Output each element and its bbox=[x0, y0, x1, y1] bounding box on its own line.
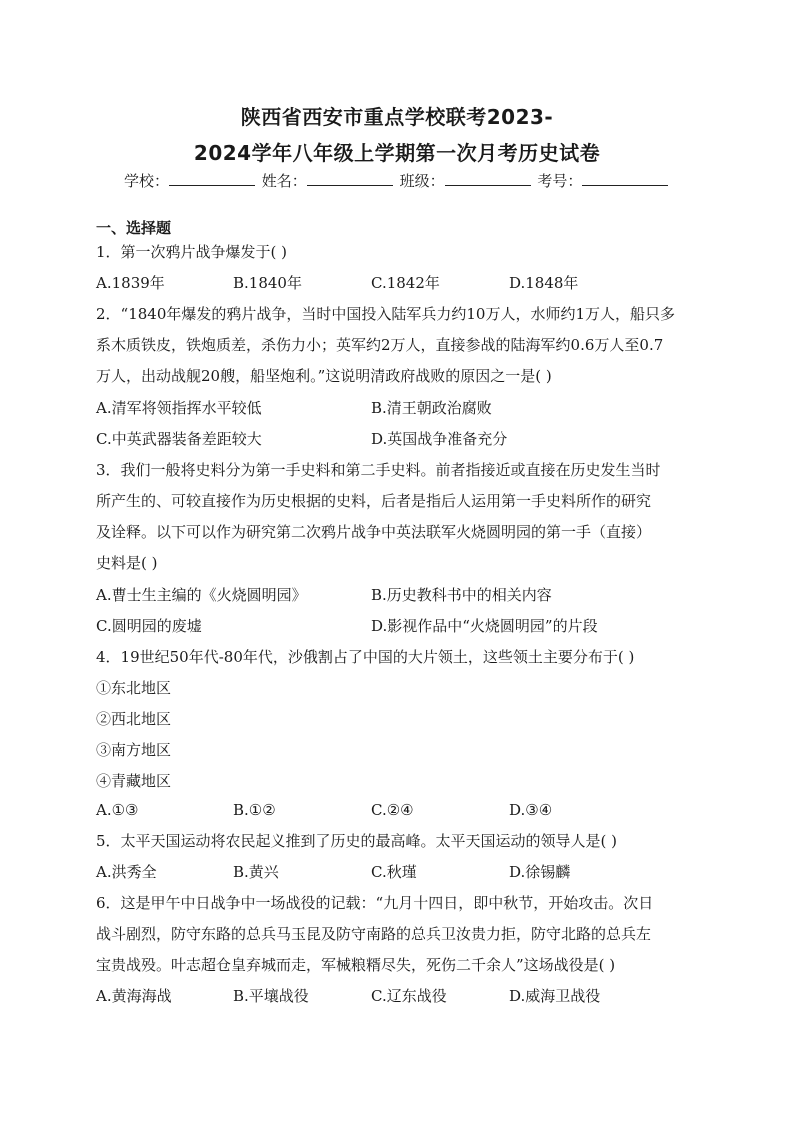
q5-option-a[interactable]: A.洪秀全 bbox=[96, 863, 157, 881]
question-2-stem-line-3: 万人，出动战舰20艘，船坚炮利。”这说明清政府战败的原因之一是( ) bbox=[96, 367, 552, 385]
q4-option-b[interactable]: B.①② bbox=[233, 801, 276, 819]
q1-option-c[interactable]: C.1842年 bbox=[371, 274, 440, 292]
q4-option-d[interactable]: D.③④ bbox=[509, 801, 553, 819]
q5-option-c[interactable]: C.秋瑾 bbox=[371, 863, 417, 881]
q3-option-b[interactable]: B.历史教科书中的相关内容 bbox=[371, 586, 552, 604]
class-label: 班级： bbox=[399, 172, 445, 190]
q1-option-a[interactable]: A.1839年 bbox=[96, 274, 165, 292]
section-title: 一、选择题 bbox=[96, 219, 172, 237]
exam-number-label: 考号： bbox=[537, 172, 583, 190]
exam-title-line-1: 陕西省西安市重点学校联考2023- bbox=[240, 105, 554, 129]
question-3-stem-line-2: 所产生的、可较直接作为历史根据的史料，后者是指后人运用第一手史料所作的研究 bbox=[96, 492, 652, 510]
q1-option-b[interactable]: B.1840年 bbox=[233, 274, 302, 292]
q5-option-d[interactable]: D.徐锡麟 bbox=[509, 863, 571, 881]
q6-option-a[interactable]: A.黄海海战 bbox=[96, 987, 172, 1005]
exam-title-line-2: 2024学年八年级上学期第一次月考历史试卷 bbox=[193, 141, 601, 165]
student-info-row bbox=[124, 170, 670, 191]
school-blank[interactable] bbox=[169, 171, 255, 186]
q4-item-4: ④青藏地区 bbox=[96, 772, 172, 790]
q6-option-d[interactable]: D.威海卫战役 bbox=[509, 987, 601, 1005]
q4-option-c[interactable]: C.②④ bbox=[371, 801, 414, 819]
question-5-stem: 5．太平天国运动将农民起义推到了历史的最高峰。太平天国运动的领导人是( ) bbox=[96, 832, 618, 850]
exam-number-blank[interactable] bbox=[582, 171, 668, 186]
q5-option-b[interactable]: B.黄兴 bbox=[233, 863, 279, 881]
question-2-stem-line-2: 系木质铁皮，铁炮质差，杀伤力小；英军约2万人，直接参战的陆海军约0.6万人至0.7 bbox=[96, 336, 664, 354]
q6-option-b[interactable]: B.平壤战役 bbox=[233, 987, 309, 1005]
question-1-stem: 1．第一次鸦片战争爆发于( ) bbox=[96, 243, 288, 261]
class-blank[interactable] bbox=[445, 171, 531, 186]
name-blank[interactable] bbox=[307, 171, 393, 186]
question-6-stem-line-1: 6．这是甲午中日战争中一场战役的记载：“九月十四日，即中秋节，开始攻击。次日 bbox=[96, 894, 654, 912]
q3-option-a[interactable]: A.曹士生主编的《火烧圆明园》 bbox=[96, 586, 307, 604]
q2-option-a[interactable]: A.清军将领指挥水平较低 bbox=[96, 399, 262, 417]
q6-option-c[interactable]: C.辽东战役 bbox=[371, 987, 447, 1005]
q1-option-d[interactable]: D.1848年 bbox=[509, 274, 579, 292]
q2-option-c[interactable]: C.中英武器装备差距较大 bbox=[96, 430, 262, 448]
question-6-stem-line-2: 战斗剧烈，防守东路的总兵马玉昆及防守南路的总兵卫汝贵力拒，防守北路的总兵左 bbox=[96, 925, 652, 943]
question-3-stem-line-4: 史料是( ) bbox=[96, 554, 158, 572]
q4-item-2: ②西北地区 bbox=[96, 710, 172, 728]
q4-option-a[interactable]: A.①③ bbox=[96, 801, 139, 819]
school-label: 学校： bbox=[124, 172, 170, 190]
q4-item-1: ①东北地区 bbox=[96, 679, 172, 697]
question-3-stem-line-1: 3．我们一般将史料分为第一手史料和第二手史料。前者指接近或直接在历史发生当时 bbox=[96, 461, 661, 479]
q3-option-d[interactable]: D.影视作品中“火烧圆明园”的片段 bbox=[371, 617, 598, 635]
name-label: 姓名： bbox=[261, 172, 307, 190]
q2-option-b[interactable]: B.清王朝政治腐败 bbox=[371, 399, 492, 417]
q4-item-3: ③南方地区 bbox=[96, 741, 172, 759]
question-2-stem-line-1: 2．“1840年爆发的鸦片战争，当时中国投入陆军兵力约10万人，水师约1万人，船只多 bbox=[96, 305, 676, 323]
question-3-stem-line-3: 及诠释。以下可以作为研究第二次鸦片战争中英法联军火烧圆明园的第一手（直接） bbox=[96, 523, 652, 541]
q2-option-d[interactable]: D.英国战争准备充分 bbox=[371, 430, 508, 448]
question-4-stem: 4．19世纪50年代-80年代，沙俄割占了中国的大片领土，这些领土主要分布于( ) bbox=[96, 648, 635, 666]
q3-option-c[interactable]: C.圆明园的废墟 bbox=[96, 617, 202, 635]
question-6-stem-line-3: 宝贵战殁。叶志超仓皇弃城而走，军械粮糈尽失，死伤二千余人”这场战役是( ) bbox=[96, 956, 616, 974]
